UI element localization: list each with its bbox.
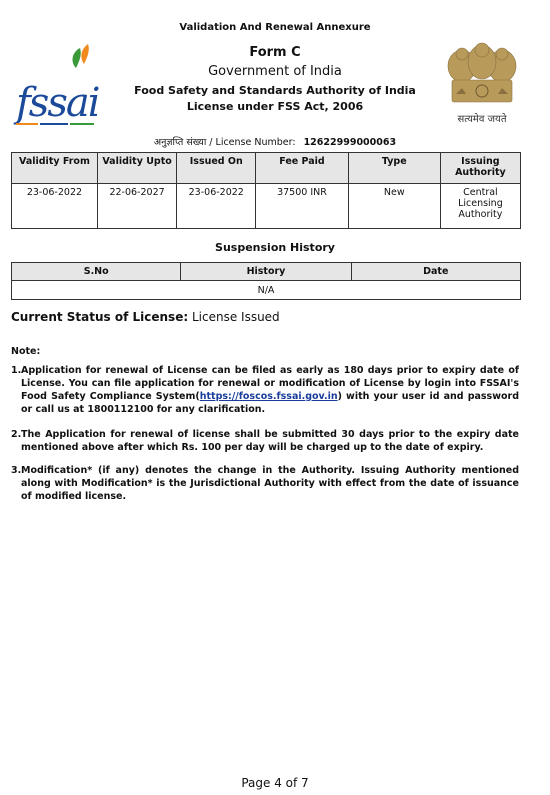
emblem-motto: सत्यमेव जयते — [457, 114, 507, 125]
form-title: Form C — [249, 45, 301, 60]
note-1-number: 1. — [11, 365, 22, 376]
status-label: Current Status of License: — [11, 310, 189, 324]
note-title: Note: — [11, 346, 41, 357]
col-date: Date — [351, 263, 520, 281]
suspension-history-title: Suspension History — [215, 241, 335, 254]
cell-type: New — [348, 184, 440, 229]
col-issued-on: Issued On — [177, 153, 256, 184]
cell-fee-paid: 37500 INR — [256, 184, 348, 229]
note-1-text-b: ) with your user id and password or call us at 1800112100 for any clarification. — [21, 391, 519, 415]
page-number: Page 4 of 7 — [241, 776, 309, 790]
svg-text:fssai: fssai — [16, 80, 99, 126]
government-title: Government of India — [208, 64, 342, 79]
annex-title: Validation And Renewal Annexure — [179, 22, 371, 33]
license-status — [11, 310, 280, 324]
status-value: License Issued — [191, 310, 280, 324]
note-3-number: 3. — [11, 465, 22, 476]
col-sno: S.No — [12, 263, 181, 281]
note-2-text: The Application for renewal of license shall be submitted 30 days prior to the expiry date mentioned above after which Rs. 100 per day will be charged up to the date of expiry. — [21, 429, 519, 453]
col-type: Type — [348, 153, 440, 184]
note-3-text: Modification* (if any) denotes the change in the Authority. Issuing Authority mentioned along with Modification* is the Jurisdictional Authority with effect from the date of issuance of modified license. — [21, 465, 519, 502]
suspension-empty-cell: N/A — [12, 281, 521, 300]
col-issuing-authority: Issuing Authority — [440, 153, 520, 184]
note-item-3 — [11, 464, 521, 503]
license-number-line — [0, 135, 550, 148]
table-row — [12, 184, 521, 229]
national-emblem — [440, 40, 524, 128]
license-number: 12622999000063 — [303, 137, 397, 148]
cell-issuing-authority: Central Licensing Authority — [440, 184, 520, 229]
cell-validity-upto: 22-06-2027 — [97, 184, 176, 229]
col-fee-paid: Fee Paid — [256, 153, 348, 184]
cell-validity-from: 23-06-2022 — [12, 184, 98, 229]
col-validity-from: Validity From — [12, 153, 98, 184]
note-item-2 — [11, 428, 521, 454]
note-2-number: 2. — [11, 429, 22, 440]
validity-header-row — [12, 153, 521, 184]
note-1-text-a: Application for renewal of License can be filed as early as 180 days prior to expiry date of License. You can file application for renewal or modification of License by login into FSSAI's Food Safety Compliance System( — [21, 365, 519, 402]
foscos-link[interactable]: https://foscos.fssai.gov.in — [199, 391, 338, 402]
table-row — [12, 281, 521, 300]
suspension-header-row — [12, 263, 521, 281]
col-validity-upto: Validity Upto — [97, 153, 176, 184]
fssai-logo — [10, 42, 100, 128]
license-number-label: अनुज्ञप्ति संख्या / License Number: — [153, 137, 296, 148]
license-act-title: License under FSS Act, 2006 — [186, 100, 364, 113]
cell-issued-on: 23-06-2022 — [177, 184, 256, 229]
validity-table — [11, 152, 521, 229]
authority-title: Food Safety and Standards Authority of India — [134, 84, 416, 97]
note-item-1 — [11, 364, 521, 416]
col-history: History — [181, 263, 351, 281]
suspension-table — [11, 262, 521, 300]
